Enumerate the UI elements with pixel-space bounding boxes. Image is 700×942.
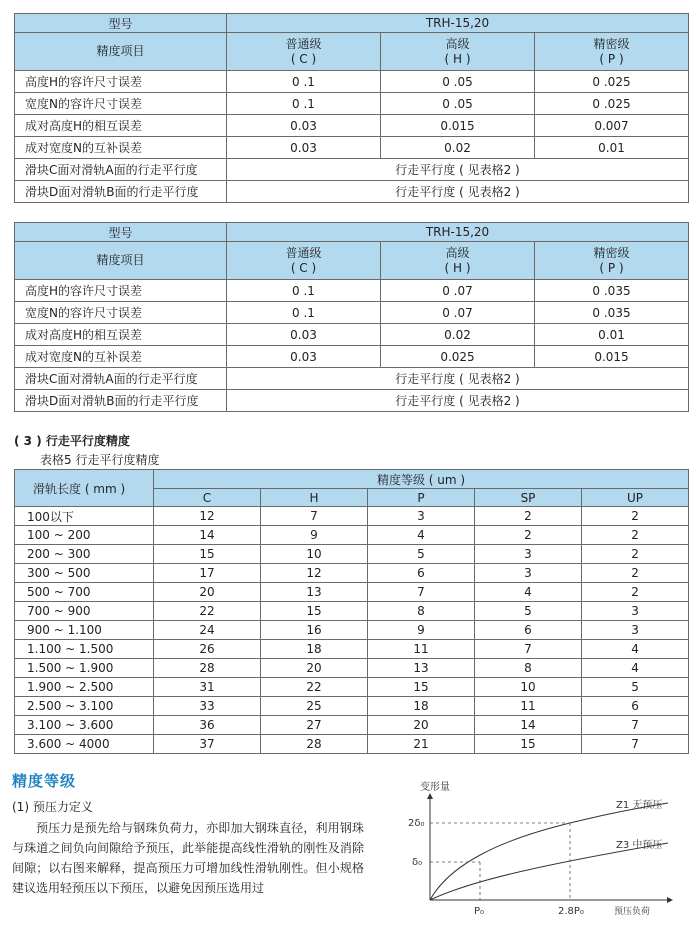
row-label: 宽度N的容许尺寸误差	[15, 93, 227, 115]
cell-value: 12	[154, 507, 261, 526]
cell-value: 2	[582, 507, 689, 526]
table-row	[15, 368, 689, 390]
table-row	[15, 640, 689, 659]
spec1-model-label: 型号	[15, 14, 227, 33]
table-row	[15, 716, 689, 735]
spec1-model-row	[15, 14, 689, 33]
cell-value: 2	[582, 526, 689, 545]
spec1-grade-row	[15, 33, 689, 71]
cell-value: 3	[582, 602, 689, 621]
cell-value: 3	[475, 564, 582, 583]
grade-code: ( H )	[444, 260, 471, 275]
cell-value: 2	[582, 545, 689, 564]
cell-value: 36	[154, 716, 261, 735]
precision-grade-title: 精度等级	[12, 772, 77, 790]
grade-name: 精密级	[593, 36, 630, 51]
cell-value: 26	[154, 640, 261, 659]
row-label: 滑块D面对滑轨B面的行走平行度	[15, 181, 227, 203]
cell-value: 2	[582, 583, 689, 602]
cell-value: 6	[368, 564, 475, 583]
row-label: 成对宽度N的互补误差	[15, 346, 227, 368]
spec1-grade-c	[227, 33, 381, 71]
cell-value: 10	[261, 545, 368, 564]
parallel-body	[15, 507, 689, 754]
cell-value: 31	[154, 678, 261, 697]
spec-table-1	[14, 13, 689, 203]
cell-value: 37	[154, 735, 261, 754]
spec2-grade-p	[535, 242, 689, 280]
grade-column-header: C	[154, 489, 261, 507]
cell-value: 2	[475, 507, 582, 526]
cell-value: 0 .05	[381, 93, 535, 115]
parallel-header-row	[15, 470, 689, 489]
table-row	[15, 697, 689, 716]
grade-name: 普通级	[285, 245, 322, 260]
cell-value: 4	[582, 659, 689, 678]
cell-value: 0.01	[535, 137, 689, 159]
cell-value: 18	[368, 697, 475, 716]
cell-value: 0 .025	[535, 93, 689, 115]
cell-value: 7	[261, 507, 368, 526]
table-row	[15, 71, 689, 93]
table-row	[15, 346, 689, 368]
rail-length: 1.900 ~ 2.500	[15, 678, 154, 697]
cell-value: 行走平行度 ( 见表格2 )	[227, 159, 689, 181]
grade-column-header: H	[261, 489, 368, 507]
cell-value: 14	[475, 716, 582, 735]
table-row	[15, 115, 689, 137]
cell-value: 0.03	[227, 324, 381, 346]
cell-value: 15	[368, 678, 475, 697]
row-label: 滑块D面对滑轨B面的行走平行度	[15, 390, 227, 412]
cell-value: 17	[154, 564, 261, 583]
cell-value: 20	[261, 659, 368, 678]
grade-column-header: P	[368, 489, 475, 507]
cell-value: 4	[475, 583, 582, 602]
rail-length: 700 ~ 900	[15, 602, 154, 621]
cell-value: 0 .05	[381, 71, 535, 93]
preload-deformation-graph	[380, 780, 690, 930]
x-axis-arrow	[667, 897, 673, 903]
cell-value: 0.02	[381, 137, 535, 159]
row-label: 滑块C面对滑轨A面的行走平行度	[15, 368, 227, 390]
cell-value: 0 .07	[381, 280, 535, 302]
table-row	[15, 302, 689, 324]
cell-value: 7	[582, 716, 689, 735]
cell-value: 15	[261, 602, 368, 621]
cell-value: 16	[261, 621, 368, 640]
spec2-grade-h	[381, 242, 535, 280]
cell-value: 0.01	[535, 324, 689, 346]
cell-value: 2	[582, 564, 689, 583]
cell-value: 7	[475, 640, 582, 659]
rail-length: 300 ~ 500	[15, 564, 154, 583]
cell-value: 0 .1	[227, 71, 381, 93]
spec1-grade-h	[381, 33, 535, 71]
row-label: 滑块C面对滑轨A面的行走平行度	[15, 159, 227, 181]
cell-value: 7	[582, 735, 689, 754]
spec1-model-value: TRH-15,20	[227, 14, 689, 33]
cell-value: 0.03	[227, 137, 381, 159]
cell-value: 0 .035	[535, 280, 689, 302]
cell-value: 3	[582, 621, 689, 640]
length-header: 滑轨长度 ( mm )	[15, 470, 154, 507]
cell-value: 2	[475, 526, 582, 545]
table-row	[15, 93, 689, 115]
spec1-item-label: 精度项目	[15, 33, 227, 71]
grade-name: 精密级	[593, 245, 630, 260]
spec2-item-label: 精度项目	[15, 242, 227, 280]
cell-value: 11	[475, 697, 582, 716]
spec2-model-label: 型号	[15, 223, 227, 242]
x-tick-2p8: 2.8P₀	[558, 906, 584, 917]
cell-value: 13	[368, 659, 475, 678]
grade-code: ( P )	[599, 51, 624, 66]
spec-table-2	[14, 222, 689, 412]
spec2-grade-c	[227, 242, 381, 280]
row-label: 宽度N的容许尺寸误差	[15, 302, 227, 324]
x-axis-label: 预压负荷	[614, 907, 651, 917]
cell-value: 7	[368, 583, 475, 602]
cell-value: 0 .025	[535, 71, 689, 93]
grade-column-header: UP	[582, 489, 689, 507]
cell-value: 3	[475, 545, 582, 564]
curve-z3	[430, 843, 668, 900]
rail-length: 500 ~ 700	[15, 583, 154, 602]
cell-value: 9	[261, 526, 368, 545]
y-axis-arrow	[427, 793, 433, 799]
rail-length: 2.500 ~ 3.100	[15, 697, 154, 716]
cell-value: 5	[582, 678, 689, 697]
table-row	[15, 137, 689, 159]
cell-value: 0.025	[381, 346, 535, 368]
cell-value: 28	[261, 735, 368, 754]
curve-z1-label: Z1 无预压	[616, 800, 663, 811]
cell-value: 0.015	[535, 346, 689, 368]
x-tick-p0: P₀	[474, 906, 485, 917]
cell-value: 6	[582, 697, 689, 716]
cell-value: 21	[368, 735, 475, 754]
cell-value: 5	[368, 545, 475, 564]
row-label: 成对高度H的相互误差	[15, 115, 227, 137]
y-axis-label: 变形量	[420, 782, 450, 793]
cell-value: 6	[475, 621, 582, 640]
grade-name: 高级	[445, 245, 470, 260]
table-row	[15, 583, 689, 602]
rail-length: 1.500 ~ 1.900	[15, 659, 154, 678]
rail-length: 900 ~ 1.100	[15, 621, 154, 640]
row-label: 成对宽度N的互补误差	[15, 137, 227, 159]
grade-name: 普通级	[285, 36, 322, 51]
spec2-grade-row	[15, 242, 689, 280]
cell-value: 33	[154, 697, 261, 716]
preload-definition-heading: (1) 预压力定义	[12, 800, 93, 814]
preload-paragraph: 预压力是预先给与钢珠负荷力，亦即加大钢珠直径，利用钢珠与珠道之间负向间隙给予预压，此举能提高线性滑轨的刚性及消除间隙；以右图来解释，提高预压力可增加线性滑轨刚性。但小规格建议选用轻预压以下预压，以避免因预压选用过	[12, 821, 364, 895]
rail-length: 200 ~ 300	[15, 545, 154, 564]
cell-value: 0 .1	[227, 302, 381, 324]
grade-code: ( C )	[290, 51, 317, 66]
cell-value: 8	[475, 659, 582, 678]
row-label: 高度H的容许尺寸误差	[15, 280, 227, 302]
row-label: 高度H的容许尺寸误差	[15, 71, 227, 93]
grade-name: 高级	[445, 36, 470, 51]
grade-column-header: SP	[475, 489, 582, 507]
grade-header: 精度等级 ( um )	[154, 470, 689, 489]
cell-value: 0.007	[535, 115, 689, 137]
cell-value: 15	[475, 735, 582, 754]
cell-value: 20	[154, 583, 261, 602]
table-row	[15, 602, 689, 621]
cell-value: 0 .07	[381, 302, 535, 324]
y-tick-2delta: 2δ₀	[408, 818, 425, 829]
cell-value: 15	[154, 545, 261, 564]
curve-z1	[430, 803, 668, 900]
table-row	[15, 390, 689, 412]
cell-value: 5	[475, 602, 582, 621]
cell-value: 行走平行度 ( 见表格2 )	[227, 368, 689, 390]
grade-code: ( P )	[599, 260, 624, 275]
cell-value: 18	[261, 640, 368, 659]
rail-length: 3.600 ~ 4000	[15, 735, 154, 754]
table-row	[15, 545, 689, 564]
section-heading-parallelism: ( 3 ) 行走平行度精度	[14, 434, 130, 448]
cell-value: 0 .1	[227, 280, 381, 302]
table-row	[15, 564, 689, 583]
cell-value: 12	[261, 564, 368, 583]
cell-value: 3	[368, 507, 475, 526]
rail-length: 1.100 ~ 1.500	[15, 640, 154, 659]
parallelism-table	[14, 469, 689, 754]
table-row	[15, 659, 689, 678]
cell-value: 8	[368, 602, 475, 621]
cell-value: 0 .1	[227, 93, 381, 115]
cell-value: 13	[261, 583, 368, 602]
cell-value: 行走平行度 ( 见表格2 )	[227, 181, 689, 203]
cell-value: 0.02	[381, 324, 535, 346]
table-row	[15, 507, 689, 526]
cell-value: 0.015	[381, 115, 535, 137]
cell-value: 9	[368, 621, 475, 640]
cell-value: 10	[475, 678, 582, 697]
cell-value: 22	[154, 602, 261, 621]
cell-value: 0 .035	[535, 302, 689, 324]
row-label: 成对高度H的相互误差	[15, 324, 227, 346]
table-row	[15, 621, 689, 640]
cell-value: 0.03	[227, 346, 381, 368]
cell-value: 20	[368, 716, 475, 735]
cell-value: 4	[582, 640, 689, 659]
cell-value: 行走平行度 ( 见表格2 )	[227, 390, 689, 412]
spec2-model-row	[15, 223, 689, 242]
y-tick-delta: δ₀	[412, 857, 423, 868]
spec1-grade-p	[535, 33, 689, 71]
table-row	[15, 324, 689, 346]
cell-value: 28	[154, 659, 261, 678]
cell-value: 4	[368, 526, 475, 545]
cell-value: 0.03	[227, 115, 381, 137]
cell-value: 25	[261, 697, 368, 716]
grade-code: ( H )	[444, 51, 471, 66]
rail-length: 100 ~ 200	[15, 526, 154, 545]
table-row	[15, 181, 689, 203]
spec2-model-value: TRH-15,20	[227, 223, 689, 242]
grade-code: ( C )	[290, 260, 317, 275]
rail-length: 100以下	[15, 507, 154, 526]
cell-value: 11	[368, 640, 475, 659]
table-row	[15, 280, 689, 302]
cell-value: 22	[261, 678, 368, 697]
table-row	[15, 159, 689, 181]
table-row	[15, 735, 689, 754]
table-row	[15, 678, 689, 697]
curve-z3-label: Z3 中预压	[616, 840, 663, 851]
cell-value: 24	[154, 621, 261, 640]
cell-value: 27	[261, 716, 368, 735]
cell-value: 14	[154, 526, 261, 545]
table-row	[15, 526, 689, 545]
table-caption: 表格5 行走平行度精度	[40, 453, 160, 467]
rail-length: 3.100 ~ 3.600	[15, 716, 154, 735]
